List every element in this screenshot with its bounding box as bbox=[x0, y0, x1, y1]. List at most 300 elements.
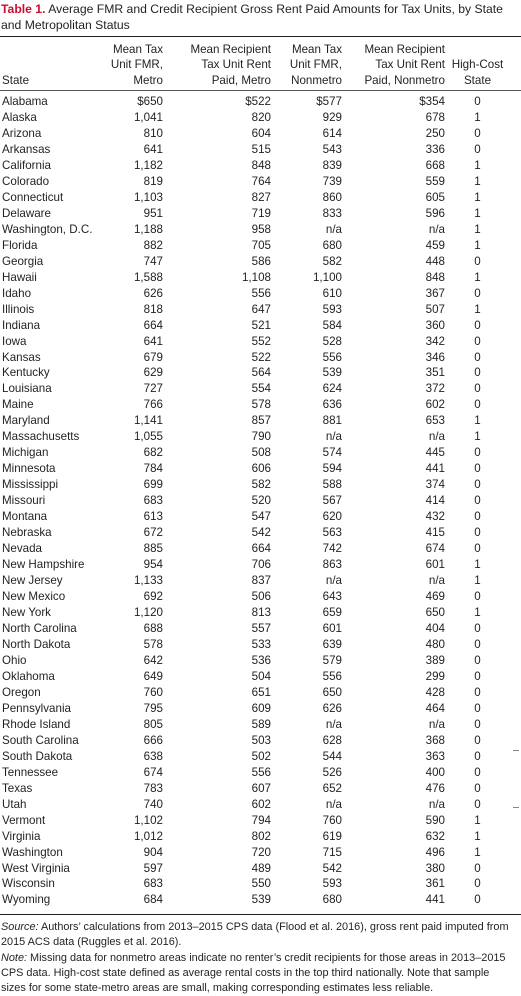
cell-fmr-metro: 885 bbox=[143, 542, 163, 556]
table-row bbox=[0, 397, 510, 413]
cell-fmr-metro: 688 bbox=[143, 621, 163, 635]
cell-high-cost: 0 bbox=[474, 382, 481, 396]
table-row bbox=[0, 861, 510, 877]
cell-fmr-nonmetro: 588 bbox=[322, 478, 342, 492]
cell-fmr-nonmetro: 579 bbox=[322, 653, 342, 667]
cell-rent-metro: 539 bbox=[251, 893, 271, 907]
cell-fmr-nonmetro: 929 bbox=[322, 110, 342, 124]
cell-rent-metro: 489 bbox=[251, 861, 271, 875]
table-row bbox=[0, 206, 510, 222]
cell-rent-nonmetro: 346 bbox=[425, 350, 445, 364]
cell-high-cost: 1 bbox=[474, 813, 481, 827]
cell-fmr-nonmetro: 556 bbox=[322, 669, 342, 683]
cell-rent-nonmetro: 590 bbox=[425, 813, 445, 827]
cell-high-cost: 1 bbox=[474, 606, 481, 619]
cell-fmr-nonmetro: 628 bbox=[322, 733, 342, 747]
cell-state: West Virginia bbox=[2, 861, 70, 875]
cell-rent-nonmetro: 469 bbox=[425, 590, 445, 604]
cell-state: Colorado bbox=[2, 174, 50, 188]
cell-high-cost: 0 bbox=[474, 510, 481, 524]
table-row bbox=[0, 541, 510, 557]
cell-rent-nonmetro: 380 bbox=[425, 861, 445, 875]
cell-state: Minnesota bbox=[2, 462, 56, 476]
cell-state: Nevada bbox=[2, 542, 42, 556]
cell-fmr-metro: 1,188 bbox=[133, 222, 163, 236]
cell-rent-nonmetro: 428 bbox=[425, 685, 445, 699]
cell-fmr-nonmetro: 594 bbox=[322, 462, 342, 476]
cell-fmr-nonmetro: 626 bbox=[322, 701, 342, 715]
cell-high-cost: 0 bbox=[474, 701, 481, 715]
table-title: Average FMR and Credit Recipient Gross Rent Paid Amounts for Tax Units, by State and Metropolitan Status bbox=[1, 2, 503, 32]
cell-fmr-nonmetro: 593 bbox=[322, 877, 342, 891]
cell-fmr-metro: 699 bbox=[143, 478, 163, 492]
table-row bbox=[0, 477, 510, 493]
cell-high-cost: 0 bbox=[474, 685, 481, 699]
cell-rent-metro: 606 bbox=[251, 462, 271, 476]
cell-fmr-metro: 641 bbox=[143, 142, 163, 156]
cell-rent-metro: 502 bbox=[251, 749, 271, 763]
table-row bbox=[0, 829, 510, 845]
cell-rent-nonmetro: 351 bbox=[425, 366, 445, 380]
cell-rent-nonmetro: 367 bbox=[425, 286, 445, 300]
cell-rent-metro: $522 bbox=[245, 95, 271, 108]
cell-state: Maryland bbox=[2, 414, 50, 428]
table-row bbox=[0, 254, 510, 270]
cell-fmr-metro: 666 bbox=[143, 733, 163, 747]
cell-rent-metro: 504 bbox=[251, 669, 271, 683]
cell-rent-nonmetro: n/a bbox=[428, 574, 445, 588]
table-row bbox=[0, 509, 510, 525]
cell-rent-nonmetro: 299 bbox=[425, 669, 445, 683]
cell-state: Wisconsin bbox=[2, 877, 55, 891]
cell-fmr-nonmetro: 639 bbox=[322, 637, 342, 651]
cell-rent-metro: 664 bbox=[251, 542, 271, 556]
cell-high-cost: 0 bbox=[474, 717, 481, 731]
cell-state: Utah bbox=[2, 797, 27, 811]
cell-state: New York bbox=[2, 606, 51, 619]
cell-high-cost: 1 bbox=[474, 302, 481, 316]
cell-state: South Dakota bbox=[2, 749, 73, 763]
cell-rent-nonmetro: 441 bbox=[425, 462, 445, 476]
table-row bbox=[0, 94, 510, 110]
cell-state: Connecticut bbox=[2, 190, 64, 204]
cell-state: Alaska bbox=[2, 110, 37, 124]
cell-fmr-metro: 1,012 bbox=[133, 829, 163, 843]
cell-fmr-metro: 747 bbox=[143, 254, 163, 268]
cell-fmr-nonmetro: 543 bbox=[322, 142, 342, 156]
cell-fmr-metro: 638 bbox=[143, 749, 163, 763]
cell-rent-nonmetro: 507 bbox=[425, 302, 445, 316]
cell-fmr-metro: 1,182 bbox=[133, 158, 163, 172]
cell-high-cost: 1 bbox=[474, 829, 481, 843]
table-row bbox=[0, 637, 510, 653]
cell-high-cost: 0 bbox=[474, 877, 481, 891]
cell-fmr-metro: 954 bbox=[143, 558, 163, 572]
cell-high-cost: 1 bbox=[474, 430, 481, 444]
cell-fmr-metro: 1,055 bbox=[133, 430, 163, 444]
cell-state: Oklahoma bbox=[2, 669, 55, 683]
cell-state: Florida bbox=[2, 238, 38, 252]
cell-high-cost: 0 bbox=[474, 621, 481, 635]
cell-high-cost: 0 bbox=[474, 366, 481, 380]
cell-state: South Carolina bbox=[2, 733, 79, 747]
cell-rent-metro: 578 bbox=[251, 398, 271, 412]
cell-rent-metro: 521 bbox=[251, 318, 271, 332]
cell-fmr-nonmetro: n/a bbox=[325, 574, 342, 588]
cell-fmr-nonmetro: 715 bbox=[322, 845, 342, 859]
cell-fmr-metro: 783 bbox=[143, 781, 163, 795]
cell-fmr-metro: 642 bbox=[143, 653, 163, 667]
table-row bbox=[0, 413, 510, 429]
cell-fmr-nonmetro: 860 bbox=[322, 190, 342, 204]
cell-fmr-metro: 904 bbox=[143, 845, 163, 859]
cell-rent-nonmetro: 464 bbox=[425, 701, 445, 715]
cell-state: Vermont bbox=[2, 813, 46, 827]
cell-fmr-metro: 795 bbox=[143, 701, 163, 715]
cell-rent-nonmetro: 415 bbox=[425, 526, 445, 540]
cell-rent-metro: 602 bbox=[251, 797, 271, 811]
table-row bbox=[0, 765, 510, 781]
table-row bbox=[0, 302, 510, 318]
cell-rent-nonmetro: 432 bbox=[425, 510, 445, 524]
cell-fmr-metro: 882 bbox=[143, 238, 163, 252]
cell-fmr-metro: 784 bbox=[143, 462, 163, 476]
table-row bbox=[0, 621, 510, 637]
cell-rent-metro: 802 bbox=[251, 829, 271, 843]
source-note: Source: Authors’ calculations from 2013–2015 CPS data (Flood et al. 2016), gross rent paid imputed from 2015 ACS data (Ruggles et al. 2016). bbox=[1, 921, 509, 949]
table-row bbox=[0, 318, 510, 334]
cell-high-cost: 0 bbox=[474, 494, 481, 508]
cell-fmr-nonmetro: 839 bbox=[322, 158, 342, 172]
table-row bbox=[0, 717, 510, 733]
cell-fmr-nonmetro: 582 bbox=[322, 254, 342, 268]
cell-high-cost: 1 bbox=[474, 222, 481, 236]
cell-high-cost: 1 bbox=[474, 414, 481, 428]
cell-state: New Jersey bbox=[2, 574, 63, 588]
table-row bbox=[0, 286, 510, 302]
cell-state: Maine bbox=[2, 398, 34, 412]
cell-fmr-nonmetro: 833 bbox=[322, 206, 342, 220]
cell-rent-metro: 958 bbox=[251, 222, 271, 236]
cell-rent-nonmetro: n/a bbox=[428, 222, 445, 236]
cell-fmr-metro: 683 bbox=[143, 494, 163, 508]
cell-rent-nonmetro: 668 bbox=[425, 158, 445, 172]
cell-rent-metro: 554 bbox=[251, 382, 271, 396]
table-row bbox=[0, 190, 510, 206]
cell-fmr-nonmetro: 680 bbox=[322, 893, 342, 907]
table-row bbox=[0, 493, 510, 509]
cell-high-cost: 0 bbox=[474, 893, 481, 907]
cell-fmr-metro: 1,141 bbox=[133, 414, 163, 428]
cell-rent-metro: 533 bbox=[251, 637, 271, 651]
cell-high-cost: 1 bbox=[474, 238, 481, 252]
cell-state: Iowa bbox=[2, 334, 27, 348]
cell-fmr-metro: 641 bbox=[143, 334, 163, 348]
cell-high-cost: 1 bbox=[474, 190, 481, 204]
missing-data-note: Note: Missing data for nonmetro areas indicate no renter’s credit recipients for those areas in 2013–2015 CPS data. High-cost state defined as average rental costs in the top third nationally. Note that sample sizes for some state-metro areas are small, making corresponding estimates less reliable. bbox=[1, 951, 506, 995]
cell-fmr-metro: 629 bbox=[143, 366, 163, 380]
table-row bbox=[0, 334, 510, 350]
cell-high-cost: 0 bbox=[474, 350, 481, 364]
cell-fmr-metro: 1,588 bbox=[133, 270, 163, 284]
table-row bbox=[0, 110, 510, 126]
cell-state: New Mexico bbox=[2, 590, 66, 604]
cell-rent-nonmetro: 389 bbox=[425, 653, 445, 667]
cell-rent-metro: 552 bbox=[251, 334, 271, 348]
cell-high-cost: 0 bbox=[474, 142, 481, 156]
cell-fmr-nonmetro: 636 bbox=[322, 398, 342, 412]
table-body bbox=[0, 94, 510, 908]
table-row bbox=[0, 525, 510, 541]
cell-high-cost: 0 bbox=[474, 126, 481, 140]
cell-state: Kansas bbox=[2, 350, 41, 364]
cell-rent-metro: 647 bbox=[251, 302, 271, 316]
cell-fmr-nonmetro: 1,100 bbox=[312, 270, 342, 284]
cell-state: Kentucky bbox=[2, 366, 50, 380]
table-row bbox=[0, 876, 510, 892]
cell-fmr-metro: 951 bbox=[143, 206, 163, 220]
cell-rent-metro: 790 bbox=[251, 430, 271, 444]
cell-high-cost: 0 bbox=[474, 398, 481, 412]
table-row bbox=[0, 781, 510, 797]
cell-rent-metro: 651 bbox=[251, 685, 271, 699]
cell-state: Michigan bbox=[2, 446, 49, 460]
cell-fmr-nonmetro: 619 bbox=[322, 829, 342, 843]
cell-fmr-metro: 683 bbox=[143, 877, 163, 891]
header-rule bbox=[0, 90, 521, 91]
cell-fmr-nonmetro: 574 bbox=[322, 446, 342, 460]
cell-rent-metro: 506 bbox=[251, 590, 271, 604]
cell-high-cost: 0 bbox=[474, 781, 481, 795]
cell-rent-metro: 820 bbox=[251, 110, 271, 124]
cell-state: Nebraska bbox=[2, 526, 52, 540]
cell-fmr-nonmetro: 680 bbox=[322, 238, 342, 252]
cell-rent-metro: 542 bbox=[251, 526, 271, 540]
cell-rent-nonmetro: 372 bbox=[425, 382, 445, 396]
cell-fmr-nonmetro: 563 bbox=[322, 526, 342, 540]
cell-fmr-nonmetro: 760 bbox=[322, 813, 342, 827]
cell-fmr-metro: 1,133 bbox=[133, 574, 163, 588]
cell-rent-nonmetro: 601 bbox=[425, 558, 445, 572]
header-fmr-nonmetro: Mean Tax Unit FMR, Nonmetro bbox=[289, 42, 342, 88]
cell-rent-metro: 556 bbox=[251, 765, 271, 779]
cell-fmr-metro: 672 bbox=[143, 526, 163, 540]
table-row bbox=[0, 797, 510, 813]
cell-state: California bbox=[2, 158, 51, 172]
cell-rent-nonmetro: 480 bbox=[425, 637, 445, 651]
cell-state: Arkansas bbox=[2, 142, 51, 156]
table-row bbox=[0, 270, 510, 286]
cell-high-cost: 0 bbox=[474, 861, 481, 875]
cell-rent-metro: 582 bbox=[251, 478, 271, 492]
cell-rent-metro: 589 bbox=[251, 717, 271, 731]
cell-state: Louisiana bbox=[2, 382, 52, 396]
cell-rent-metro: 827 bbox=[251, 190, 271, 204]
cell-fmr-nonmetro: 539 bbox=[322, 366, 342, 380]
header-state: State bbox=[2, 74, 30, 88]
cell-fmr-nonmetro: 643 bbox=[322, 590, 342, 604]
table-row bbox=[0, 892, 510, 908]
cell-fmr-metro: 818 bbox=[143, 302, 163, 316]
cell-high-cost: 1 bbox=[474, 174, 481, 188]
cell-rent-metro: 536 bbox=[251, 653, 271, 667]
cell-rent-nonmetro: 414 bbox=[425, 494, 445, 508]
cell-high-cost: 0 bbox=[474, 462, 481, 476]
cell-fmr-metro: 727 bbox=[143, 382, 163, 396]
cell-rent-nonmetro: 445 bbox=[425, 446, 445, 460]
header-rent-metro: Mean Recipient Tax Unit Rent Paid, Metro bbox=[190, 42, 271, 88]
cell-rent-nonmetro: 404 bbox=[425, 621, 445, 635]
cell-high-cost: 0 bbox=[474, 542, 481, 556]
table-row bbox=[0, 701, 510, 717]
cell-rent-metro: 522 bbox=[251, 350, 271, 364]
cell-rent-nonmetro: 496 bbox=[425, 845, 445, 859]
cell-high-cost: 0 bbox=[474, 478, 481, 492]
cell-high-cost: 0 bbox=[474, 653, 481, 667]
cell-fmr-nonmetro: 542 bbox=[322, 861, 342, 875]
cell-rent-metro: 520 bbox=[251, 494, 271, 508]
cell-fmr-nonmetro: n/a bbox=[325, 430, 342, 444]
cell-fmr-metro: 1,120 bbox=[133, 606, 163, 619]
table-row bbox=[0, 365, 510, 381]
header-row bbox=[0, 37, 510, 94]
header-rent-nonmetro: Mean Recipient Tax Unit Rent Paid, Nonmetro bbox=[364, 42, 445, 88]
cell-fmr-metro: 760 bbox=[143, 685, 163, 699]
table-row bbox=[0, 350, 510, 366]
cell-rent-nonmetro: 374 bbox=[425, 478, 445, 492]
cell-fmr-metro: 613 bbox=[143, 510, 163, 524]
cell-high-cost: 0 bbox=[474, 765, 481, 779]
cell-high-cost: 1 bbox=[474, 110, 481, 124]
cell-state: North Carolina bbox=[2, 621, 77, 635]
cell-state: Arizona bbox=[2, 126, 42, 140]
cell-rent-nonmetro: 368 bbox=[425, 733, 445, 747]
table-row bbox=[0, 813, 510, 829]
table-row bbox=[0, 142, 510, 158]
header-fmr-metro: Mean Tax Unit FMR, Metro bbox=[110, 42, 163, 88]
cell-fmr-metro: 682 bbox=[143, 446, 163, 460]
cell-state: Missouri bbox=[2, 494, 46, 508]
table-notes bbox=[1, 920, 515, 996]
cell-rent-metro: 813 bbox=[251, 606, 271, 619]
cell-fmr-metro: 692 bbox=[143, 590, 163, 604]
cell-fmr-metro: 766 bbox=[143, 398, 163, 412]
table-row bbox=[0, 653, 510, 669]
cell-fmr-nonmetro: 650 bbox=[322, 685, 342, 699]
table-row bbox=[0, 381, 510, 397]
cell-rent-nonmetro: 459 bbox=[425, 238, 445, 252]
cell-high-cost: 0 bbox=[474, 669, 481, 683]
cell-state: Virginia bbox=[2, 829, 41, 843]
cell-state: Mississippi bbox=[2, 478, 59, 492]
cell-rent-nonmetro: 596 bbox=[425, 206, 445, 220]
cell-fmr-nonmetro: 584 bbox=[322, 318, 342, 332]
table-row bbox=[0, 845, 510, 861]
cell-fmr-nonmetro: 739 bbox=[322, 174, 342, 188]
cell-rent-metro: 609 bbox=[251, 701, 271, 715]
table-row bbox=[0, 589, 510, 605]
cell-rent-metro: 515 bbox=[251, 142, 271, 156]
cell-fmr-metro: 819 bbox=[143, 174, 163, 188]
table-row bbox=[0, 445, 510, 461]
cell-high-cost: 1 bbox=[474, 158, 481, 172]
cell-fmr-nonmetro: 601 bbox=[322, 621, 342, 635]
cell-high-cost: 0 bbox=[474, 446, 481, 460]
cell-fmr-nonmetro: 567 bbox=[322, 494, 342, 508]
cell-state: Rhode Island bbox=[2, 717, 71, 731]
cell-rent-nonmetro: 674 bbox=[425, 542, 445, 556]
cell-rent-nonmetro: 605 bbox=[425, 190, 445, 204]
table-row bbox=[0, 749, 510, 765]
table-row bbox=[0, 669, 510, 685]
cell-rent-nonmetro: 602 bbox=[425, 398, 445, 412]
table-row bbox=[0, 429, 510, 445]
cell-high-cost: 1 bbox=[474, 845, 481, 859]
cell-rent-metro: 508 bbox=[251, 446, 271, 460]
cell-fmr-metro: 626 bbox=[143, 286, 163, 300]
cell-state: Tennessee bbox=[2, 765, 59, 779]
cell-rent-nonmetro: 342 bbox=[425, 334, 445, 348]
cell-fmr-nonmetro: 624 bbox=[322, 382, 342, 396]
cell-high-cost: 0 bbox=[474, 590, 481, 604]
cell-rent-nonmetro: 848 bbox=[425, 270, 445, 284]
table-row bbox=[0, 733, 510, 749]
cell-state: Pennsylvania bbox=[2, 701, 71, 715]
cell-fmr-nonmetro: 593 bbox=[322, 302, 342, 316]
cell-fmr-metro: 684 bbox=[143, 893, 163, 907]
bottom-rule bbox=[0, 914, 521, 915]
cell-high-cost: 0 bbox=[474, 318, 481, 332]
cell-rent-metro: 794 bbox=[251, 813, 271, 827]
cell-rent-nonmetro: 441 bbox=[425, 893, 445, 907]
cell-rent-metro: 720 bbox=[251, 845, 271, 859]
table-row bbox=[0, 461, 510, 477]
cell-rent-metro: 837 bbox=[251, 574, 271, 588]
cell-high-cost: 0 bbox=[474, 334, 481, 348]
cell-rent-metro: 564 bbox=[251, 366, 271, 380]
cell-fmr-nonmetro: 620 bbox=[322, 510, 342, 524]
cell-rent-nonmetro: n/a bbox=[428, 430, 445, 444]
cell-state: New Hampshire bbox=[2, 558, 85, 572]
cell-fmr-metro: 679 bbox=[143, 350, 163, 364]
cell-state: Wyoming bbox=[2, 893, 51, 907]
cell-fmr-metro: $650 bbox=[137, 95, 163, 108]
table-number: Table 1. bbox=[1, 2, 46, 16]
cell-rent-nonmetro: 632 bbox=[425, 829, 445, 843]
cell-rent-metro: 719 bbox=[251, 206, 271, 220]
cell-high-cost: 0 bbox=[474, 733, 481, 747]
cell-state: Delaware bbox=[2, 206, 51, 220]
cell-rent-nonmetro: 448 bbox=[425, 254, 445, 268]
cell-high-cost: 0 bbox=[474, 797, 481, 811]
cell-rent-nonmetro: 360 bbox=[425, 318, 445, 332]
cell-rent-metro: 547 bbox=[251, 510, 271, 524]
cell-fmr-nonmetro: 556 bbox=[322, 350, 342, 364]
table-row bbox=[0, 126, 510, 142]
cell-fmr-metro: 649 bbox=[143, 669, 163, 683]
cell-high-cost: 0 bbox=[474, 286, 481, 300]
cell-fmr-metro: 1,102 bbox=[133, 813, 163, 827]
table-row bbox=[0, 573, 510, 589]
cell-fmr-nonmetro: n/a bbox=[325, 717, 342, 731]
cell-state: North Dakota bbox=[2, 637, 71, 651]
cell-high-cost: 0 bbox=[474, 749, 481, 763]
cell-state: Indiana bbox=[2, 318, 41, 332]
table-caption bbox=[1, 2, 513, 33]
cell-fmr-metro: 664 bbox=[143, 318, 163, 332]
cell-high-cost: 1 bbox=[474, 206, 481, 220]
cell-rent-nonmetro: 476 bbox=[425, 781, 445, 795]
